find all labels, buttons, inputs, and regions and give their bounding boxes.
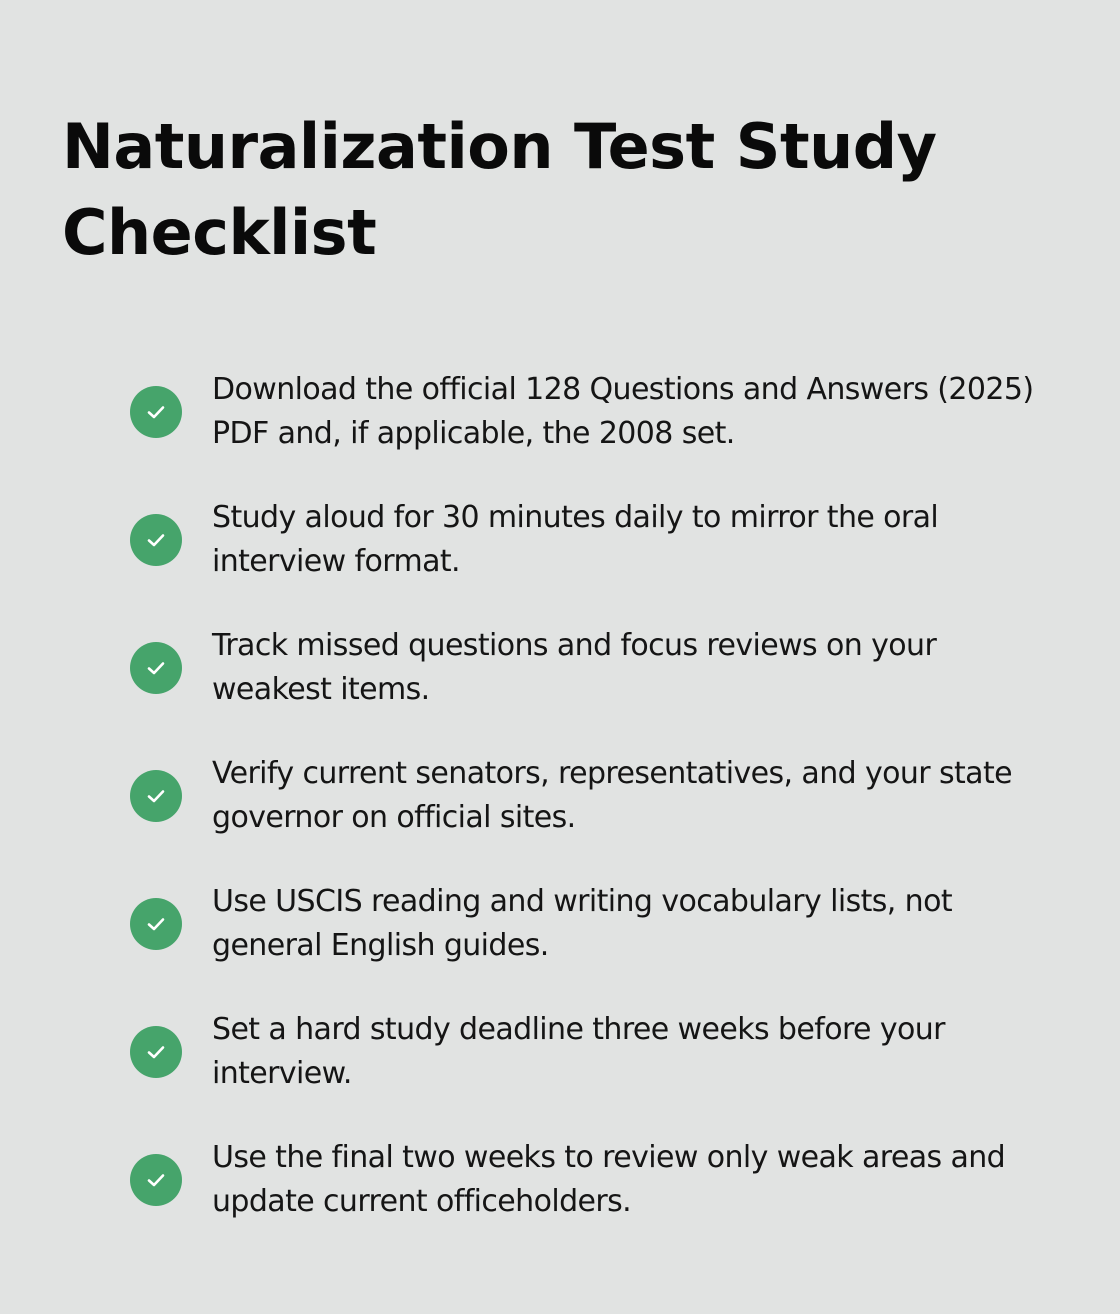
check-icon [130,514,182,566]
list-item-text: Study aloud for 30 minutes daily to mirror the oral interview format. [212,500,939,579]
check-icon [130,386,182,438]
page-title: Naturalization Test Study Checklist [62,110,937,269]
list-item-text: Use the final two weeks to review only weak areas and update current officeholders. [212,1140,1006,1219]
list-item [130,496,1060,624]
list-item [130,752,1060,880]
list-item [130,624,1060,752]
list-item-text: Download the official 128 Questions and Answers (2025) PDF and, if applicable, the 2008 set. [212,372,1034,451]
check-icon [130,898,182,950]
list-item-text: Verify current senators, representatives, and your state governor on official sites. [212,756,1012,835]
list-item [130,368,1060,496]
list-item-text: Track missed questions and focus reviews on your weakest items. [212,628,937,707]
list-item [130,880,1060,1008]
list-item-text: Use USCIS reading and writing vocabulary lists, not general English guides. [212,884,952,963]
study-checklist [130,368,1060,1264]
check-icon [130,1154,182,1206]
list-item [130,1136,1060,1264]
check-icon [130,1026,182,1078]
check-icon [130,642,182,694]
list-item-text: Set a hard study deadline three weeks before your interview. [212,1012,945,1091]
list-item [130,1008,1060,1136]
check-icon [130,770,182,822]
